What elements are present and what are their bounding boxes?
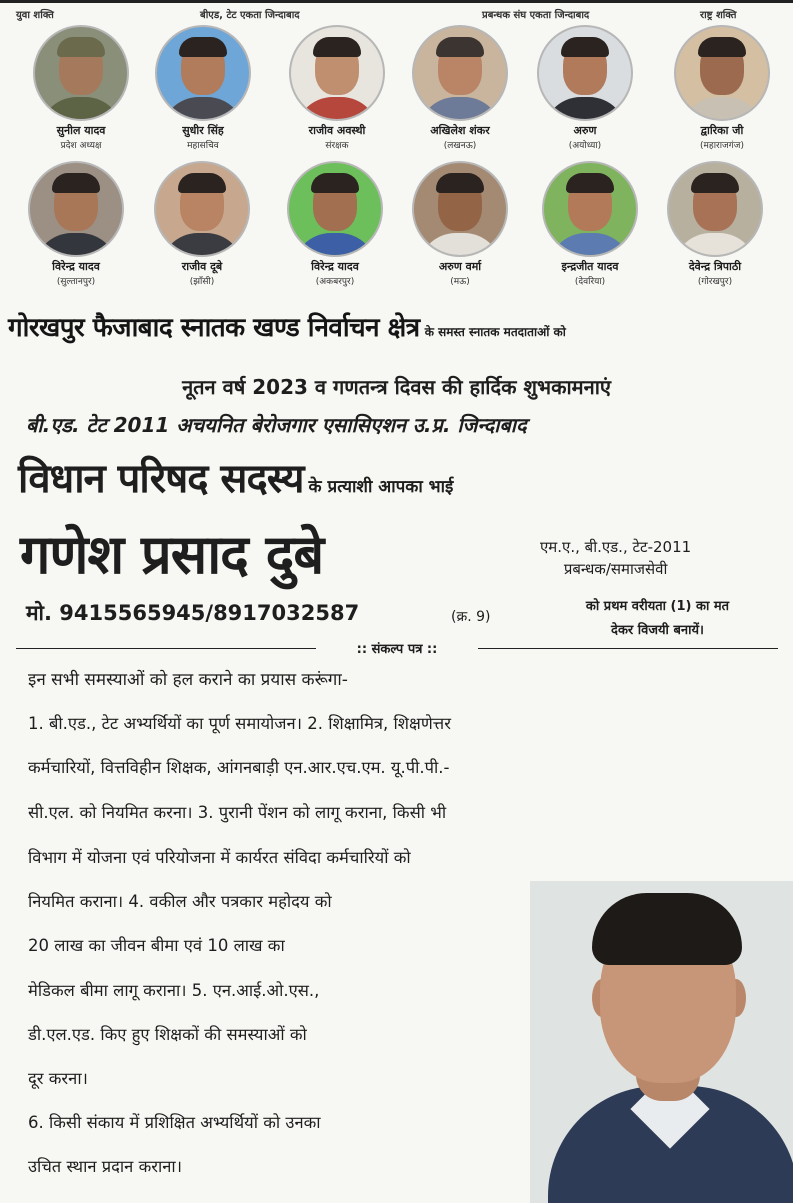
- constituency-suffix: के समस्त स्नातक मतदाताओं को: [424, 325, 566, 339]
- person-name: अरुण: [573, 124, 597, 137]
- person-name: अरुण वर्मा: [438, 260, 482, 273]
- person-photo: [28, 161, 124, 257]
- person-name: सुनील यादव: [56, 124, 106, 137]
- resolution-intro: इन सभी समस्याओं को हल कराने का प्रयास करूंगा-: [28, 670, 348, 690]
- resolution-line: कर्मचारियों, वित्तविहीन शिक्षक, आंगनबाड़ी एन.आर.एच.एम. यू.पी.पी.-: [28, 758, 450, 777]
- resolution-line: 20 लाख का जीवन बीमा एवं 10 लाख का: [28, 936, 285, 955]
- resolution-line: उचित स्थान प्रदान कराना।: [28, 1157, 182, 1176]
- resolution-line: मेडिकल बीमा लागू कराना। 5. एन.आई.ओ.एस.,: [28, 981, 320, 1000]
- person-role: (गोरखपुर): [697, 277, 733, 287]
- person-role: प्रदेश अध्यक्ष: [60, 141, 102, 151]
- person-card: [143, 25, 263, 151]
- resolution-line: सी.एल. को नियमित करना। 3. पुरानी पेंशन को लागू कराना, किसी भी: [28, 803, 447, 822]
- person-photo: [155, 25, 251, 121]
- person-role: (देवरिया): [574, 277, 606, 287]
- person-photo: [412, 161, 508, 257]
- preference-appeal: [525, 595, 790, 643]
- person-photo: [542, 161, 638, 257]
- person-card: [142, 161, 262, 287]
- candidate-name: गणेश प्रसाद दुबे: [20, 522, 324, 586]
- top-label: प्रबन्धक संघ एकता जिन्दाबाद: [482, 10, 590, 21]
- preference-line: देकर विजयी बनायें।: [611, 623, 704, 638]
- person-name: देवेन्द्र त्रिपाठी: [688, 260, 742, 273]
- top-label: युवा शक्ति: [16, 10, 54, 21]
- resolution-label: :: संकल्प पत्र ::: [356, 642, 438, 657]
- person-role: (अयोध्या): [568, 141, 602, 151]
- top-label: राष्ट्र शक्ति: [700, 10, 737, 21]
- person-card: [16, 161, 136, 287]
- profession: प्रबन्धक/समाजसेवी: [563, 560, 668, 578]
- person-card: [655, 161, 775, 287]
- qualification: एम.ए., बी.एड., टेट-2011: [540, 538, 692, 556]
- person-role: (सुल्तानपुर): [56, 277, 96, 287]
- person-role: (झाँसी): [189, 277, 215, 287]
- association-slogan: बी.एड. टेट 2011 अचयनित बेरोजगार एसासिएशन उ.प्र. जिन्दाबाद: [26, 413, 527, 437]
- person-role: (मऊ): [450, 277, 470, 287]
- phone-number: मो. 9415565945/8917032587: [26, 601, 360, 625]
- person-photo: [287, 161, 383, 257]
- candidate-details: [540, 536, 691, 580]
- person-name: विरेन्द्र यादव: [311, 260, 359, 273]
- preference-line: को प्रथम वरीयता (1) का मत: [585, 599, 730, 614]
- person-name: द्वारिका जी: [700, 124, 744, 137]
- person-name: विरेन्द्र यादव: [52, 260, 100, 273]
- person-role: संरक्षक: [325, 141, 349, 151]
- top-labels: [0, 7, 793, 23]
- candidate-photo: [530, 881, 793, 1203]
- greeting: नूतन वर्ष 2023 व गणतन्त्र दिवस की हार्दिक शुभकामनाएं: [182, 375, 611, 399]
- mlc-title: विधान परिषद सदस्य: [18, 455, 304, 502]
- person-card: [21, 25, 141, 151]
- person-card: [525, 25, 645, 151]
- serial-number: (क्र. 9): [451, 609, 491, 625]
- resolution-line: दूर करना।: [28, 1069, 88, 1088]
- mlc-line: [18, 449, 453, 504]
- person-card: [530, 161, 650, 287]
- person-role: (महाराजगंज): [700, 141, 744, 151]
- person-photo: [674, 25, 770, 121]
- person-card: [400, 161, 520, 287]
- person-name: अखिलेश शंकर: [430, 124, 490, 137]
- person-card: [275, 161, 395, 287]
- person-role: (अकबरपुर): [315, 277, 355, 287]
- resolution-line: नियमित कराना। 4. वकील और पत्रकार महोदय को: [28, 892, 332, 911]
- person-photo: [537, 25, 633, 121]
- person-role: महासचिव: [187, 141, 219, 151]
- constituency-title: गोरखपुर फैजाबाद स्नातक खण्ड निर्वाचन क्षेत्र: [8, 313, 420, 343]
- person-card: [277, 25, 397, 151]
- constituency-line: [8, 308, 566, 344]
- person-photo: [33, 25, 129, 121]
- top-label: बीएड, टेट एकता जिन्दाबाद: [200, 10, 300, 21]
- person-photo: [412, 25, 508, 121]
- person-card: [400, 25, 520, 151]
- resolution-line: डी.एल.एड. किए हुए शिक्षकों की समस्याओं को: [28, 1025, 307, 1044]
- person-name: राजीव अवस्थी: [308, 124, 366, 137]
- mlc-suffix: के प्रत्याशी आपका भाई: [308, 477, 454, 497]
- person-card: [662, 25, 782, 151]
- person-photo: [667, 161, 763, 257]
- resolution-line: 1. बी.एड., टेट अभ्यर्थियों का पूर्ण समायोजन। 2. शिक्षामित्र, शिक्षणेत्तर: [28, 714, 451, 733]
- person-name: सुधीर सिंह: [182, 124, 224, 137]
- person-name: राजीव दूबे: [181, 260, 223, 273]
- person-photo: [154, 161, 250, 257]
- resolution-divider: [16, 641, 778, 655]
- resolution-line: 6. किसी संकाय में प्रशिक्षित अभ्यर्थियों को उनका: [28, 1113, 321, 1132]
- resolution-line: विभाग में योजना एवं परियोजना में कार्यरत संविदा कर्मचारियों को: [28, 848, 411, 867]
- person-role: (लखनऊ): [443, 141, 477, 151]
- person-name: इन्द्रजीत यादव: [561, 260, 619, 273]
- person-photo: [289, 25, 385, 121]
